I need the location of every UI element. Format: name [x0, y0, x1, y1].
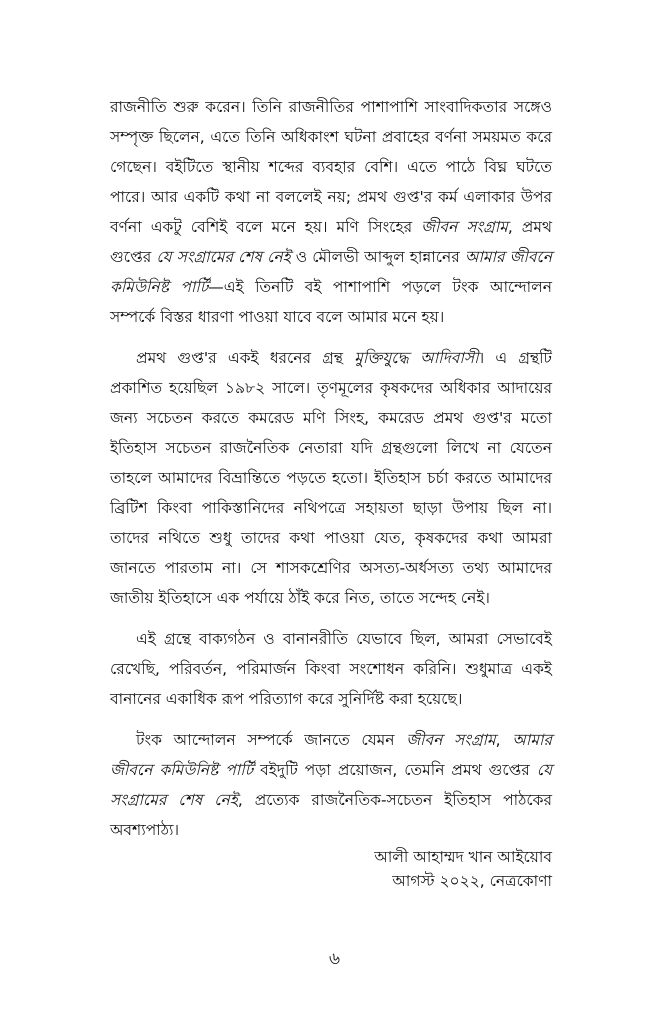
- paragraph-3: [110, 624, 552, 714]
- page-body: [110, 92, 552, 893]
- book-title-muktijuddhe-adibasi: মুক্তিযুদ্ধে আদিবাসী: [354, 349, 479, 367]
- paragraph-4-text: , প্রত্যেক রাজনৈতিক-সচেতন ইতিহাস পাঠকের অবশ্যপাঠ্য।: [110, 791, 553, 839]
- paragraph-1-text: —এই তিনটি বই পাশাপাশি পড়লে টংক আন্দোলন সম্পর্কে বিস্তর ধারণা পাওয়া যাবে বলে আমার মনে হয়।: [110, 278, 552, 326]
- book-title-amar-jibone-communist-party: আমার জীবনে কমিউনিষ্ট পার্টি: [110, 248, 552, 296]
- paragraph-4-text: বইদুটি পড়া প্রয়োজন, তেমনি প্রমথ গুপ্তের: [253, 761, 537, 779]
- paragraph-1-text: , প্রমথ গুপ্তের: [110, 218, 552, 266]
- book-title-jibon-songram: জীবন সংগ্রাম: [421, 218, 508, 236]
- paragraph-3-text: এই গ্রন্থে বাক্যগঠন ও বানানরীতি যেভাবে ছিল, আমরা সেভাবেই রেখেছি, পরিবর্তন, পরিমার্জন কিংবা সংশোধন করিনি। শুধুমাত্র একই বানানের একাধিক রূপ পরিত্যাগ করে সুনির্দিষ্ট করা হয়েছে।: [110, 630, 552, 708]
- page-number: ৬: [328, 949, 341, 969]
- signature-block: [110, 845, 552, 893]
- paragraph-1: [110, 92, 552, 332]
- book-title-amar-jibone-communist-party: আমার জীবনে কমিউনিষ্ট পার্টি: [110, 731, 552, 779]
- book-title-jibon-songram: জীবন সংগ্রাম: [406, 731, 496, 749]
- paragraph-4-text: টংক আন্দোলন সম্পর্কে জানতে যেমন: [136, 731, 407, 749]
- paragraph-2: [110, 343, 552, 613]
- signature-date-place: আগস্ট ২০২২, নেত্রকোণা: [392, 872, 552, 890]
- paragraph-1-text: রাজনীতি শুরু করেন। তিনি রাজনীতির পাশাপাশি সাংবাদিকতার সঙ্গেও সম্পৃক্ত ছিলেন, এতে তিনি অধিকাংশ ঘটনা প্রবাহের বর্ণনা সময়মত করে গেছেন। বইটিতে স্থানীয় শব্দের ব্যবহার বেশি। এতে পাঠে বিঘ্ন ঘটতে পারে। আর একটি কথা না বললেই নয়; প্রমথ গুপ্ত'র কর্ম এলাকার উপর বর্ণনা একটু বেশিই বলে মনে হয়। মণি সিংহের: [110, 98, 552, 236]
- paragraph-4-text: ,: [495, 731, 513, 749]
- book-title-je-songramer-shesh-nei: যে সংগ্রামের শেষ নেই: [110, 761, 552, 809]
- paragraph-4: [110, 725, 552, 845]
- author-name: আলী আহাম্মদ খান আইয়োব: [374, 848, 552, 866]
- paragraph-1-text: ও মৌলভী আব্দুল হান্নানের: [290, 248, 465, 266]
- paragraph-2-text: । এ গ্রন্থটি প্রকাশিত হয়েছিল ১৯৮২ সালে। তৃণমূলের কৃষকদের অধিকার আদায়ের জন্য সচেতন করতে কমরেড মণি সিংহ, কমরেড প্রমথ গুপ্ত'র মতো ইতিহাস সচেতন রাজনৈতিক নেতারা যদি গ্রন্থগুলো লিখে না যেতেন তাহলে আমাদের বিভ্রান্তিতে পড়তে হতো। ইতিহাস চর্চা করতে আমাদের ব্রিটিশ কিংবা পাকিস্তানিদের নথিপত্রে সহায়তা ছাড়া উপায় ছিল না। তাদের নথিতে শুধু তাদের কথা পাওয়া যেত, কৃষকদের কথা আমরা জানতে পারতাম না। সে শাসকশ্রেণির অসত্য-অর্ধসত্য তথ্য আমাদের জাতীয় ইতিহাসে এক পর্যায়ে ঠাঁই করে নিত, তাতে সন্দেহ নেই।: [110, 349, 552, 607]
- paragraph-2-text: প্রমথ গুপ্ত'র একই ধরনের গ্রন্থ: [136, 349, 355, 367]
- book-title-je-songramer-shesh-nei: যে সংগ্রামের শেষ নেই: [156, 248, 291, 266]
